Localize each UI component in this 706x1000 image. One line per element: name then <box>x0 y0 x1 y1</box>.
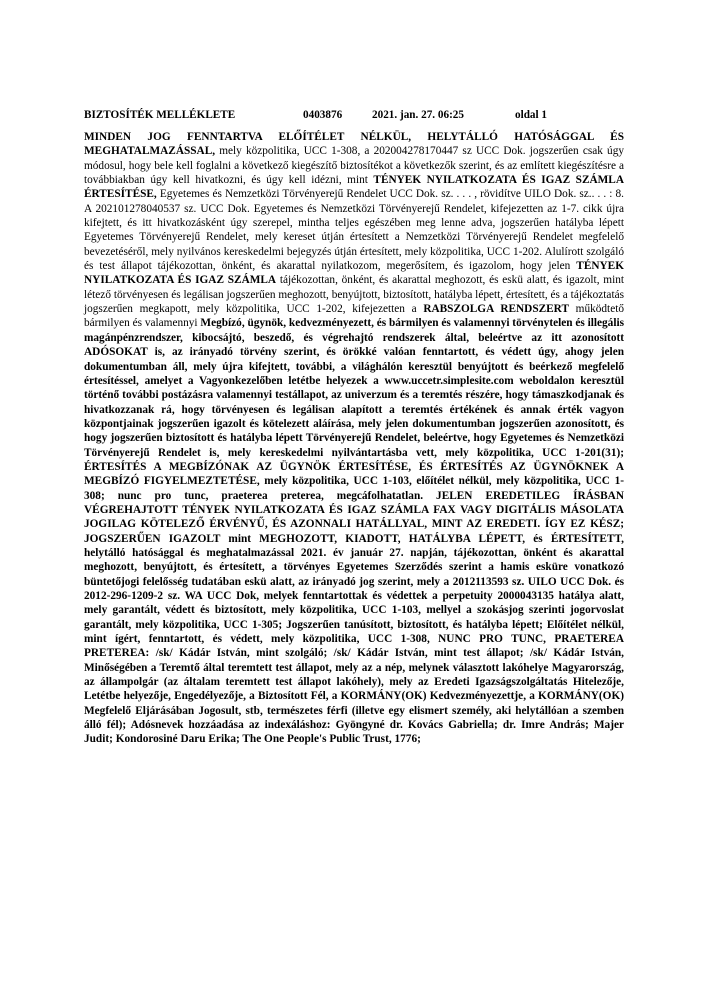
body-text-bold-run: RABSZOLGA RENDSZERT <box>423 303 569 316</box>
body-text-bold-run: TÉNYEK NYILATKOZATA ÉS IGAZ SZÁMLA <box>84 260 624 287</box>
body-text-run: tájékozottan, önként, és akarattal meghozott, és eskü alatt, és igazolt, mint létező törvényesen és legálisan jogszerűen meghozott, benyújtott, biztosított, hatályba lépett, értesített, és a tájékoztatás jogszerűen megkapott, mely közpolitika, UCC 1-202, kifejezetten a <box>84 274 624 316</box>
body-text-run: működtető bármilyen és valamennyi <box>84 303 624 330</box>
header-title: BIZTOSÍTÉK MELLÉKLETE <box>84 109 236 121</box>
body-text-bold-run: TÉNYEK NYILATKOZATA ÉS IGAZ SZÁMLA ÉRTESÍTÉSE, <box>84 174 624 201</box>
body-text-run: mely közpolitika, UCC 1-308, a 202004278170447 sz UCC Dok. jogszerűen csak úgy módosul, hogy bele kell foglalni a következő kiegészítő biztosítékot a következők szerint, és az említett kiegészítésre a továbbiakban úgy kell hivatkozni, és úgy kell idézni, mint <box>84 145 624 187</box>
body-text-run: Egyetemes és Nemzetközi Törvényerejű Rendelet UCC Dok. sz. . . . , rövidítve UILO Dok. sz.. . . : 8. A 202101278040537 sz. UCC Dok. Egyetemes és Nemzetközi Törvényerejű Rendelet, kifejezetten az 1-7. cikk újra kifejtett, és itt hivatkozásként úgy szerepel, mintha teljes egészében meg lenne adva, jogszerűen hatályba lépett Egyetemes Törvényerejű Rendelet, mely kereset útján értesített a Nemzetközi Törvényerejű Rendelet megfelelő bevezetéséről, mely nyilvános kereskedelmi bejegyzés útján értesített, mely közpolitika, UCC 1-202. Alulírott szolgáló és test állapot tájékozottan, önként, és akarattal nyilatkozom, megerősítem, és igazolom, hogy jelen <box>84 188 624 273</box>
header-datetime: 2021. jan. 27. 06:25 <box>372 109 464 121</box>
header-document-number: 0403876 <box>303 109 343 121</box>
header-page-number: oldal 1 <box>515 109 548 121</box>
body-text-bold-run: Megbízó, ügynök, kedvezményezett, és bármilyen és valamennyi törvénytelen és illegális magánpénzrendszer, kibocsájtó, beszedő, és végrehajtó rendszerek által, beleértve az itt azonosított ADÓSOKAT is, az irányadó törvény szerint, és örökké valóan fenntartott, és védett úgy, ahogy jelen dokumentumban áll, mely újra kifejtett, további, a világhálón keresztül benyújtott és beérkező megfelelő értesítéssel, amelyet a Vagyonkezelőben letétbe helyezek a www.uccetr.simplesite.com weboldalon keresztül történő további postázásra valamennyi testállapot, az univerzum és a teremtés részére, hogy támaszkodjanak és hivatkozzanak rá, hogy törvényesen és legálisan alapított a teremtés értékének és annak érték vagyon központjainak jogszerűen igazolt és kötelezett aláírása, mely jelen dokumentumban jogszerűen azonosított, és hogy jogszerűen biztosított és hatályba lépett Törvényerejű Rendelet, beleértve, hogy Egyetemes és Nemzetközi Törvényerejű Rendelet is, mely kereskedelmi nyilvántartásba vett, mely közpolitika, UCC 1-201(31); ÉRTESÍTÉS A MEGBÍZÓNAK AZ ÜGYNÖK ÉRTESÍTÉSE, ÉS ÉRTESÍTÉS AZ ÜGYNÖKNEK A MEGBÍZÓ FIGYELMEZTETÉSE, mely közpolitika, UCC 1-103, előítélet nélkül, mely közpolitika, UCC 1-308; nunc pro tunc, praeterea preterea, megcáfolhatatlan. JELEN EREDETILEG ÍRÁSBAN VÉGREHAJTOTT TÉNYEK NYILATKOZATA ÉS IGAZ SZÁMLA FAX VAGY DIGITÁLIS MÁSOLATA JOGILAG KÖTELEZŐ ÉRVÉNYŰ, ÉS AZONNALI HATÁLLYAL, MINT AZ EREDETI. ÍGY EZ KÉSZ; JOGSZERŰEN IGAZOLT mint MEGHOZOTT, KIADOTT, HATÁLYBA LÉPETT, és ÉRTESÍTETT, helytálló hatósággal és meghatalmazással 2021. év január 27. napján, tájékozottan, önként és akarattal meghozott, benyújtott, és értesített, a törvényes Egyetemes Szerződés szerint a hamis esküre vonatkozó büntetőjogi felelősség tudatában eskü alatt, az irányadó jog szerint, mely a 2012113593 sz. UILO UCC Dok. és 2012-296-1209-2 sz. WA UCC Dok, melyek fenntartottak és védettek a perpetuity 2000043135 hatálya alatt, mely garantált, védett és biztosított, mely közpolitika, UCC 1-103, mellyel a szokásjog szerinti jogorvoslat garantált, mely közpolitika, UCC 1-305; Jogszerűen tanúsított, biztosított, és hatályba lépett; Előítélet nélkül, mint ígért, fenntartott, és védett, mely közpolitika, UCC 1-308, NUNC PRO TUNC, PRAETEREA PRETEREA: /sk/ Kádár István, mint szolgáló; /sk/ Kádár István, mint test állapot; /sk/ Kádár István, Minőségében a Teremtő által teremtett test állapot, mely az a nép, melynek választott lakóhelye Magyarország, az állampolgár (az általam teremtett test állapot lakóhely), mely az Eredeti Igazságszolgáltatás Hitelezője, Letétbe helyezője, Engedélyezője, a Biztosított Fél, a KORMÁNY(OK) Kedvezményezettje, a KORMÁNY(OK) Megfelelő Eljárásában Jogosult, stb, természetes férfi (illetve egy elismert személy, aki helytállóan a szemben álló fél); Adósnevek hozzáadása az indexáláshoz: Gyöngyné dr. Kovács Gabriella; dr. Imre András; Majer Judit; Kondorosiné Daru Erika; The One People's Public Trust, 1776; <box>84 317 625 746</box>
document-body <box>84 130 624 747</box>
body-text-bold-run: MINDEN JOG FENNTARTVA ELŐÍTÉLET NÉLKÜL, HELYTÁLLÓ HATÓSÁGGAL ÉS MEGHATALMAZÁSSAL, <box>84 131 624 158</box>
body-paragraph <box>84 130 624 747</box>
